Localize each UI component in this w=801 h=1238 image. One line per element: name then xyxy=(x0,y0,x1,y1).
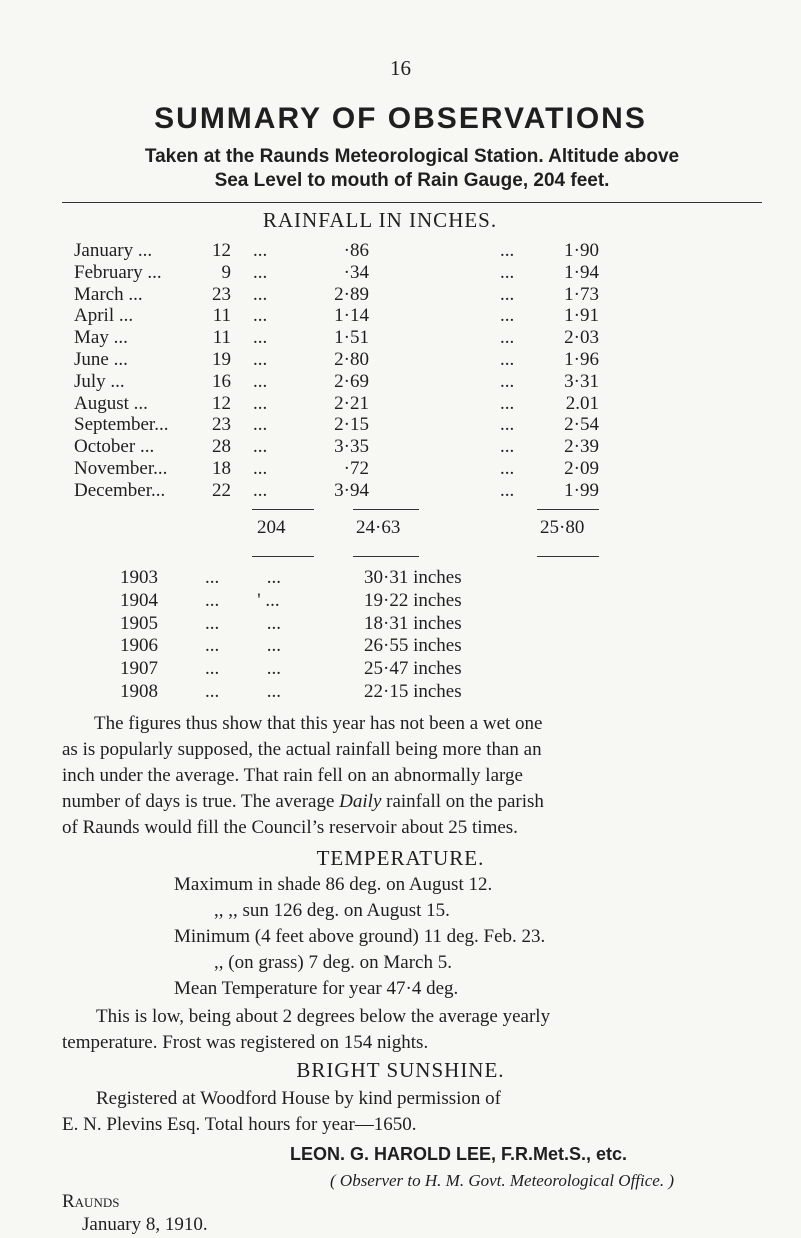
year-label: 1905 xyxy=(120,612,158,634)
month-label: June ... xyxy=(74,349,128,370)
sunshine-line: Registered at Woodford House by kind permission of xyxy=(96,1088,501,1109)
temperature-note: temperature. Frost was registered on 154 nights. xyxy=(62,1032,429,1053)
paragraph-line: inch under the average. That rain fell on an abnormally large xyxy=(62,765,523,786)
month-label: February ... xyxy=(74,261,162,283)
paragraph-line: of Raunds would fill the Council’s reservoir about 25 times. xyxy=(62,817,518,838)
average-bottom-rule xyxy=(537,556,599,557)
rainfall-value: 2·21 xyxy=(334,392,369,414)
average-value: 1·90 xyxy=(564,240,599,261)
paragraph-line: The figures thus show that this year has not been a wet one xyxy=(94,713,543,734)
rainfall-value: 2·15 xyxy=(334,414,369,436)
rainfall-value: ·86 xyxy=(343,240,369,261)
rain-days-value: 18 xyxy=(212,458,231,479)
dot-leader: ... ... xyxy=(205,635,281,657)
dot-leader: ... xyxy=(253,349,268,370)
month-label: March ... xyxy=(74,283,143,305)
average-value: 1·96 xyxy=(564,349,599,370)
dot-leader: ... ... xyxy=(205,658,281,680)
rain-days-value: 23 xyxy=(212,414,231,436)
signature-name: LEON. G. HAROLD LEE, F.R.Met.S., etc. xyxy=(290,1144,628,1164)
year-rainfall-value: 30·31 inches xyxy=(364,567,462,588)
sunshine-line: E. N. Plevins Esq. Total hours for year—1650. xyxy=(62,1114,417,1135)
temperature-line: Minimum (4 feet above ground) 11 deg. Feb. 23. xyxy=(174,926,546,947)
rain-days-value: 12 xyxy=(212,392,231,414)
daily-italic: Daily xyxy=(339,791,382,812)
rain-days-value: 9 xyxy=(221,261,231,283)
month-label: July ... xyxy=(74,370,125,392)
paragraph-line: as is popularly supposed, the actual rainfall being more than an xyxy=(62,739,542,760)
year-label: 1906 xyxy=(120,635,158,657)
rainfall-value: 3·35 xyxy=(334,436,369,458)
sunshine-heading: BRIGHT SUNSHINE. xyxy=(296,1058,505,1082)
signature-place: Raunds xyxy=(62,1191,120,1212)
subtitle-line-1: Taken at the Raunds Meteorological Station. Altitude above xyxy=(144,146,680,167)
rain-days-value: 12 xyxy=(212,240,231,261)
average-value: 1·91 xyxy=(564,305,599,327)
temperature-line: Maximum in shade 86 deg. on August 12. xyxy=(174,874,493,895)
current-total-rule xyxy=(353,509,419,510)
dot-leader: ... xyxy=(253,392,268,414)
month-label: November... xyxy=(74,458,168,479)
current-bottom-rule xyxy=(353,556,419,557)
dot-leader: ... xyxy=(500,305,515,327)
month-label: December... xyxy=(74,479,166,501)
rainfall-value: 2·69 xyxy=(334,370,369,392)
year-label: 1903 xyxy=(120,567,158,588)
year-rainfall-value: 22·15 inches xyxy=(364,681,462,702)
rain-days-value: 19 xyxy=(212,349,231,370)
rainfall-value: ·34 xyxy=(343,261,369,283)
dot-leader: ... ... xyxy=(205,681,281,702)
dot-leader: ... xyxy=(500,349,515,370)
dot-leader: ... xyxy=(253,240,268,261)
month-label: May ... xyxy=(74,327,128,349)
dot-leader: ... xyxy=(500,392,515,414)
rainfall-value: 2·80 xyxy=(334,349,369,370)
dot-leader: ... ... xyxy=(205,612,281,634)
rainfall-row xyxy=(0,480,801,508)
signature-role: ( Observer to H. M. Govt. Meteorological Office. ) xyxy=(330,1171,675,1190)
dot-leader: ... xyxy=(500,261,515,283)
year-rainfall-value: 26·55 inches xyxy=(364,635,462,657)
average-value: 2.01 xyxy=(565,392,599,414)
year-rainfall-value: 19·22 inches xyxy=(364,589,462,611)
average-value: 1·99 xyxy=(564,479,599,501)
year-label: 1908 xyxy=(120,681,158,702)
average-total: 25·80 xyxy=(540,517,585,538)
paragraph-text: number of days is true. The average xyxy=(62,791,335,812)
rain-days-value: 28 xyxy=(212,436,231,458)
month-label: August ... xyxy=(74,392,148,414)
current-total: 24·63 xyxy=(356,517,401,538)
temperature-line: ,, (on grass) 7 deg. on March 5. xyxy=(214,952,452,973)
dot-leader: ... ' ... xyxy=(205,589,280,611)
dot-leader: ... xyxy=(500,436,515,458)
dot-leader: ... xyxy=(500,414,515,436)
year-rainfall-value: 25·47 inches xyxy=(364,658,462,680)
dot-leader: ... xyxy=(253,283,268,305)
temperature-line: Mean Temperature for year 47·4 deg. xyxy=(174,978,459,999)
month-label: April ... xyxy=(74,305,134,327)
temperature-heading: TEMPERATURE. xyxy=(316,846,485,870)
year-rainfall-value: 18·31 inches xyxy=(364,612,462,634)
rain-days-value: 23 xyxy=(212,283,231,305)
rain-days-value: 11 xyxy=(212,305,231,327)
page-title: SUMMARY OF OBSERVATIONS xyxy=(154,102,647,135)
paragraph-text: rainfall on the parish xyxy=(386,791,544,812)
days-bottom-rule xyxy=(252,556,314,557)
dot-leader: ... xyxy=(253,479,268,501)
dot-leader: ... xyxy=(253,414,268,436)
average-value: 1·94 xyxy=(564,261,599,283)
temperature-line: ,, ,, sun 126 deg. on August 15. xyxy=(214,900,450,921)
rainfall-value: 2·89 xyxy=(334,283,369,305)
days-total: 204 xyxy=(257,517,286,538)
average-value: 2·54 xyxy=(564,414,599,436)
rain-days-value: 11 xyxy=(212,327,231,349)
dot-leader: ... xyxy=(500,327,515,349)
dot-leader: ... xyxy=(500,370,515,392)
days-total-rule xyxy=(252,509,314,510)
month-label: October ... xyxy=(74,436,155,458)
signature-date: January 8, 1910. xyxy=(82,1214,208,1235)
average-value: 2·09 xyxy=(564,458,599,479)
dot-leader: ... xyxy=(253,458,268,479)
rain-days-value: 22 xyxy=(212,479,231,501)
page-number: 16 xyxy=(390,56,411,80)
year-label: 1904 xyxy=(120,589,158,611)
top-rule xyxy=(62,202,762,203)
rainfall-heading: RAINFALL IN INCHES. xyxy=(262,208,498,232)
average-value: 3·31 xyxy=(564,370,599,392)
dot-leader: ... xyxy=(253,370,268,392)
dot-leader: ... xyxy=(253,261,268,283)
dot-leader: ... xyxy=(253,436,268,458)
paragraph-line xyxy=(62,789,544,815)
average-value: 1·73 xyxy=(564,283,599,305)
dot-leader: ... xyxy=(500,283,515,305)
year-label: 1907 xyxy=(120,658,158,680)
temperature-note: This is low, being about 2 degrees below the average yearly xyxy=(96,1006,551,1027)
month-label: September... xyxy=(74,414,169,436)
average-total-rule xyxy=(537,509,599,510)
rainfall-value: ·72 xyxy=(343,458,369,479)
dot-leader: ... xyxy=(500,458,515,479)
rainfall-value: 3·94 xyxy=(334,479,369,501)
month-label: January ... xyxy=(74,240,153,261)
dot-leader: ... xyxy=(500,479,515,501)
rain-days-value: 16 xyxy=(212,370,231,392)
dot-leader: ... xyxy=(500,240,515,261)
rainfall-value: 1·51 xyxy=(334,327,369,349)
average-value: 2·39 xyxy=(564,436,599,458)
year-row xyxy=(0,681,801,707)
average-value: 2·03 xyxy=(564,327,599,349)
rainfall-value: 1·14 xyxy=(334,305,369,327)
dot-leader: ... ... xyxy=(205,567,281,588)
dot-leader: ... xyxy=(253,327,268,349)
dot-leader: ... xyxy=(253,305,268,327)
subtitle-line-2: Sea Level to mouth of Rain Gauge, 204 feet. xyxy=(214,170,610,191)
